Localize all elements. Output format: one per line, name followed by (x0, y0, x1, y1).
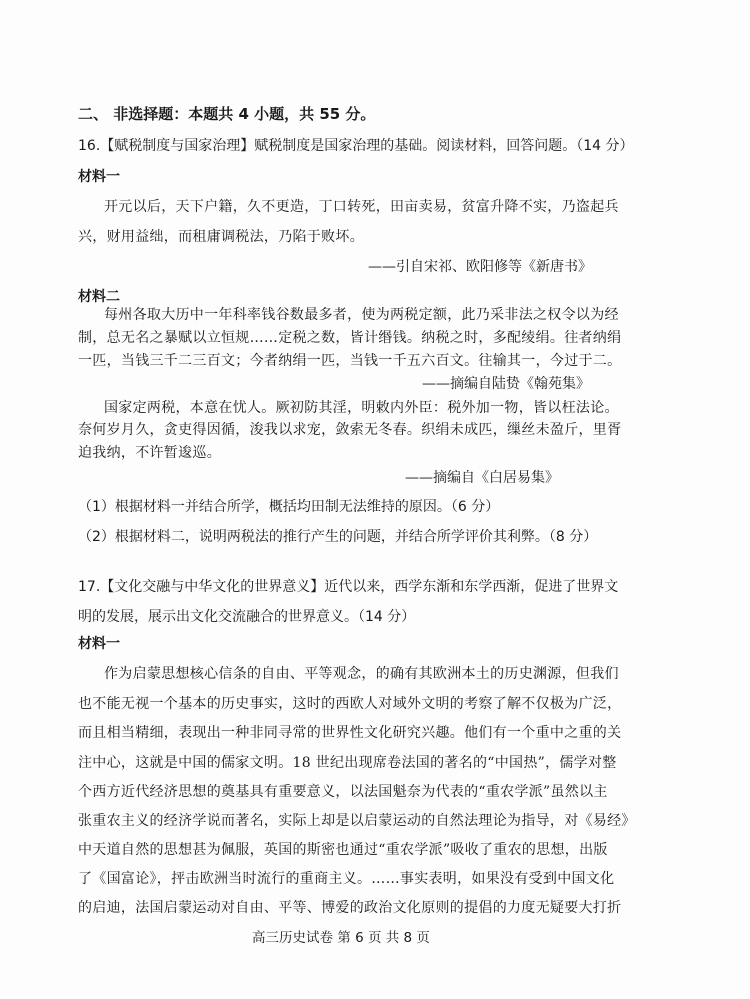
q16-material-1-source: ——引自宋祁、欧阳修等《新唐书》 (368, 259, 592, 275)
section-heading: 二、 非选择题：本题共 4 小题，共 55 分。 (78, 105, 376, 123)
q16-subquestion-2: （2）根据材料二，说明两税法的推行产生的问题，并结合所学评价其利弊。（8 分） (78, 529, 598, 545)
q17-material-1-line: 作为启蒙思想核心信条的自由、平等观念，的确有其欧洲本土的历史渊源，但我们 (104, 666, 619, 682)
q16-material-1-line: 兴，财用益绌，而租庸调税法，乃陷于败坏。 (78, 229, 364, 245)
q16-material-2-source-2: ——摘编自《白居易集》 (405, 470, 559, 486)
question-17-title: 17.【文化交融与中华文化的世界意义】近代以来，西学东渐和东学西渐，促进了世界文 (78, 579, 619, 595)
q17-material-1-line: 了《国富论》，抨击欧洲当时流行的重商主义。……事实表明，如果没有受到中国文化 (78, 871, 615, 887)
q17-material-1-line: 中天道自然的思想甚为佩服，英国的斯密也通过“重农学派”吸收了重农的思想，出版 (78, 842, 608, 858)
q16-material-2-line: 奈何岁月久，贪吏得因循，浚我以求宠，敛索无冬春。织绢未成匹，缫丝未盈斤，里胥 (78, 422, 622, 438)
q16-subquestion-1: （1）根据材料一并结合所学，概括均田制无法维持的原因。（6 分） (78, 499, 500, 515)
question-16-title: 16.【赋税制度与国家治理】赋税制度是国家治理的基础。阅读材料，回答问题。（14 分） (78, 138, 634, 154)
q16-material-2-line: 国家定两税，本意在忧人。厥初防其淫，明敕内外臣：税外加一物，皆以枉法论。 (104, 400, 619, 416)
q17-material-1-line: 个西方近代经济思想的奠基具有重要意义，以法国魁奈为代表的“重农学派”虽然以主 (78, 784, 608, 800)
q16-material-2-line: 迫我纳，不许暂逡巡。 (78, 445, 221, 461)
q17-material-1-line: 注中心，这就是中国的儒家文明。18 世纪出现席卷法国的著名的“中国热”，儒学对整 (78, 755, 617, 771)
q17-material-1-line: 张重农主义的经济学说而著名，实际上却是以启蒙运动的自然法理论为指导，对《易经》 (78, 813, 636, 829)
q16-material-1-label: 材料一 (78, 169, 120, 185)
q17-material-1-line: 的启迪，法国启蒙运动对自由、平等、博爱的政治文化原则的提倡的力度无疑要大打折 (78, 900, 622, 916)
q16-material-2-label: 材料二 (78, 289, 120, 305)
q16-material-2-line: 制，总无名之暴赋以立恒规……定税之数，皆计缗钱。纳税之时，多配绫绢。往者纳绢 (78, 330, 622, 346)
q17-material-1-line: 而且相当精细，表现出一种非同寻常的世界性文化研究兴趣。他们有一个重中之重的关 (78, 725, 622, 741)
q17-material-1-label: 材料一 (78, 636, 120, 652)
q16-material-2-line: 每州各取大历中一年科率钱谷数最多者，使为两税定额，此乃采非法之权令以为经 (104, 307, 619, 323)
q16-material-2-source-1: ——摘编自陆贽《翰苑集》 (422, 376, 590, 392)
q16-material-2-line: 一匹，当钱三千二三百文；今者纳绢一匹，当钱一千五六百文。往输其一，今过于二。 (78, 353, 622, 369)
q17-material-1-line: 也不能无视一个基本的历史事实，这时的西欧人对域外文明的考察了解不仅极为广泛， (78, 696, 622, 712)
question-17-title: 明的发展，展示出文化交流融合的世界意义。（14 分） (78, 609, 416, 625)
page-footer: 高三历史试卷 第 6 页 共 8 页 (252, 930, 430, 946)
q16-material-1-line: 开元以后，天下户籍，久不更造，丁口转死，田亩卖易，贫富升降不实，乃盗起兵 (104, 199, 619, 215)
